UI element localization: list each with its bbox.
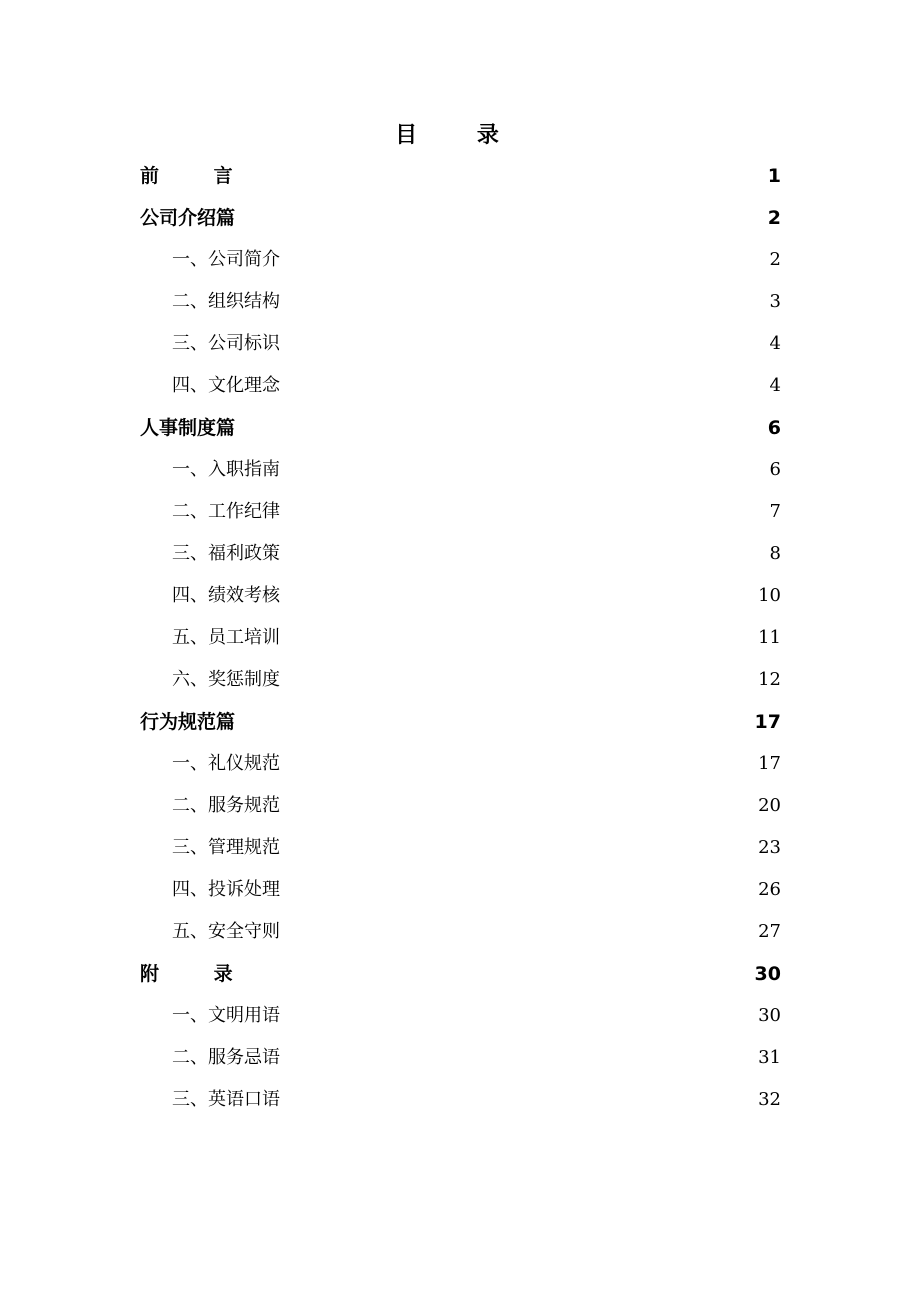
toc-entry-label: 三、管理规范 xyxy=(172,837,280,858)
toc-page-number: 2 xyxy=(769,249,781,270)
toc-page-number: 23 xyxy=(758,837,781,858)
toc-entry-label: 二、服务规范 xyxy=(172,795,280,816)
toc-entry-label: 一、礼仪规范 xyxy=(172,753,280,774)
toc-subsection-entry[interactable] xyxy=(140,239,781,281)
toc-subsection-entry[interactable] xyxy=(140,491,781,533)
toc-section-entry[interactable] xyxy=(140,197,781,239)
toc-page-number: 17 xyxy=(754,711,781,733)
toc-page-number: 20 xyxy=(758,795,781,816)
toc-page-number: 4 xyxy=(769,375,781,396)
toc-page-number: 10 xyxy=(758,585,781,606)
toc-entry-label: 一、文明用语 xyxy=(172,1005,280,1026)
toc-title: 目 录 xyxy=(395,123,525,148)
toc-entry-label: 二、工作纪律 xyxy=(172,501,280,522)
toc-page-number: 1 xyxy=(767,165,781,187)
table-of-contents xyxy=(140,155,781,1121)
toc-entry-label: 三、福利政策 xyxy=(172,543,280,564)
toc-subsection-entry[interactable] xyxy=(140,995,781,1037)
toc-section-entry[interactable] xyxy=(140,701,781,743)
toc-entry-label: 公司介绍篇 xyxy=(140,207,236,229)
toc-entry-label: 六、奖惩制度 xyxy=(172,669,280,690)
toc-page-number: 11 xyxy=(758,627,781,648)
toc-subsection-entry[interactable] xyxy=(140,449,781,491)
toc-subsection-entry[interactable] xyxy=(140,323,781,365)
toc-entry-label: 四、绩效考核 xyxy=(172,585,280,606)
toc-page-number: 17 xyxy=(758,753,781,774)
toc-subsection-entry[interactable] xyxy=(140,365,781,407)
toc-page-number: 27 xyxy=(758,921,781,942)
toc-page-number: 7 xyxy=(769,501,781,522)
toc-page-number: 6 xyxy=(767,417,781,439)
toc-subsection-entry[interactable] xyxy=(140,617,781,659)
toc-section-entry[interactable] xyxy=(140,407,781,449)
toc-subsection-entry[interactable] xyxy=(140,911,781,953)
toc-entry-label: 附 录 xyxy=(140,963,257,985)
toc-page-number: 6 xyxy=(769,459,781,480)
toc-entry-label: 四、文化理念 xyxy=(172,375,280,396)
toc-section-entry[interactable] xyxy=(140,155,781,197)
toc-entry-label: 三、公司标识 xyxy=(172,333,280,354)
toc-subsection-entry[interactable] xyxy=(140,1079,781,1121)
toc-entry-label: 前 言 xyxy=(140,165,257,187)
toc-page-number: 26 xyxy=(758,879,781,900)
toc-page-number: 30 xyxy=(754,963,781,985)
toc-page-number: 8 xyxy=(769,543,781,564)
toc-entry-label: 五、员工培训 xyxy=(172,627,280,648)
toc-entry-label: 二、服务忌语 xyxy=(172,1047,280,1068)
toc-entry-label: 三、英语口语 xyxy=(172,1089,280,1110)
toc-entry-label: 二、组织结构 xyxy=(172,291,280,312)
toc-entry-label: 五、安全守则 xyxy=(172,921,280,942)
toc-subsection-entry[interactable] xyxy=(140,1037,781,1079)
toc-entry-label: 行为规范篇 xyxy=(140,711,236,733)
toc-page-number: 32 xyxy=(758,1089,781,1110)
toc-page-number: 2 xyxy=(767,207,781,229)
toc-page-number: 3 xyxy=(769,291,781,312)
toc-subsection-entry[interactable] xyxy=(140,869,781,911)
toc-entry-label: 四、投诉处理 xyxy=(172,879,280,900)
toc-subsection-entry[interactable] xyxy=(140,659,781,701)
toc-entry-label: 一、入职指南 xyxy=(172,459,280,480)
toc-entry-label: 一、公司简介 xyxy=(172,249,280,270)
toc-subsection-entry[interactable] xyxy=(140,827,781,869)
toc-section-entry[interactable] xyxy=(140,953,781,995)
toc-subsection-entry[interactable] xyxy=(140,575,781,617)
toc-entry-label: 人事制度篇 xyxy=(140,417,236,439)
toc-page-number: 30 xyxy=(758,1005,781,1026)
toc-page-number: 31 xyxy=(758,1047,781,1068)
toc-subsection-entry[interactable] xyxy=(140,743,781,785)
toc-subsection-entry[interactable] xyxy=(140,533,781,575)
toc-subsection-entry[interactable] xyxy=(140,281,781,323)
toc-page-number: 4 xyxy=(769,333,781,354)
toc-subsection-entry[interactable] xyxy=(140,785,781,827)
toc-page-number: 12 xyxy=(758,669,781,690)
